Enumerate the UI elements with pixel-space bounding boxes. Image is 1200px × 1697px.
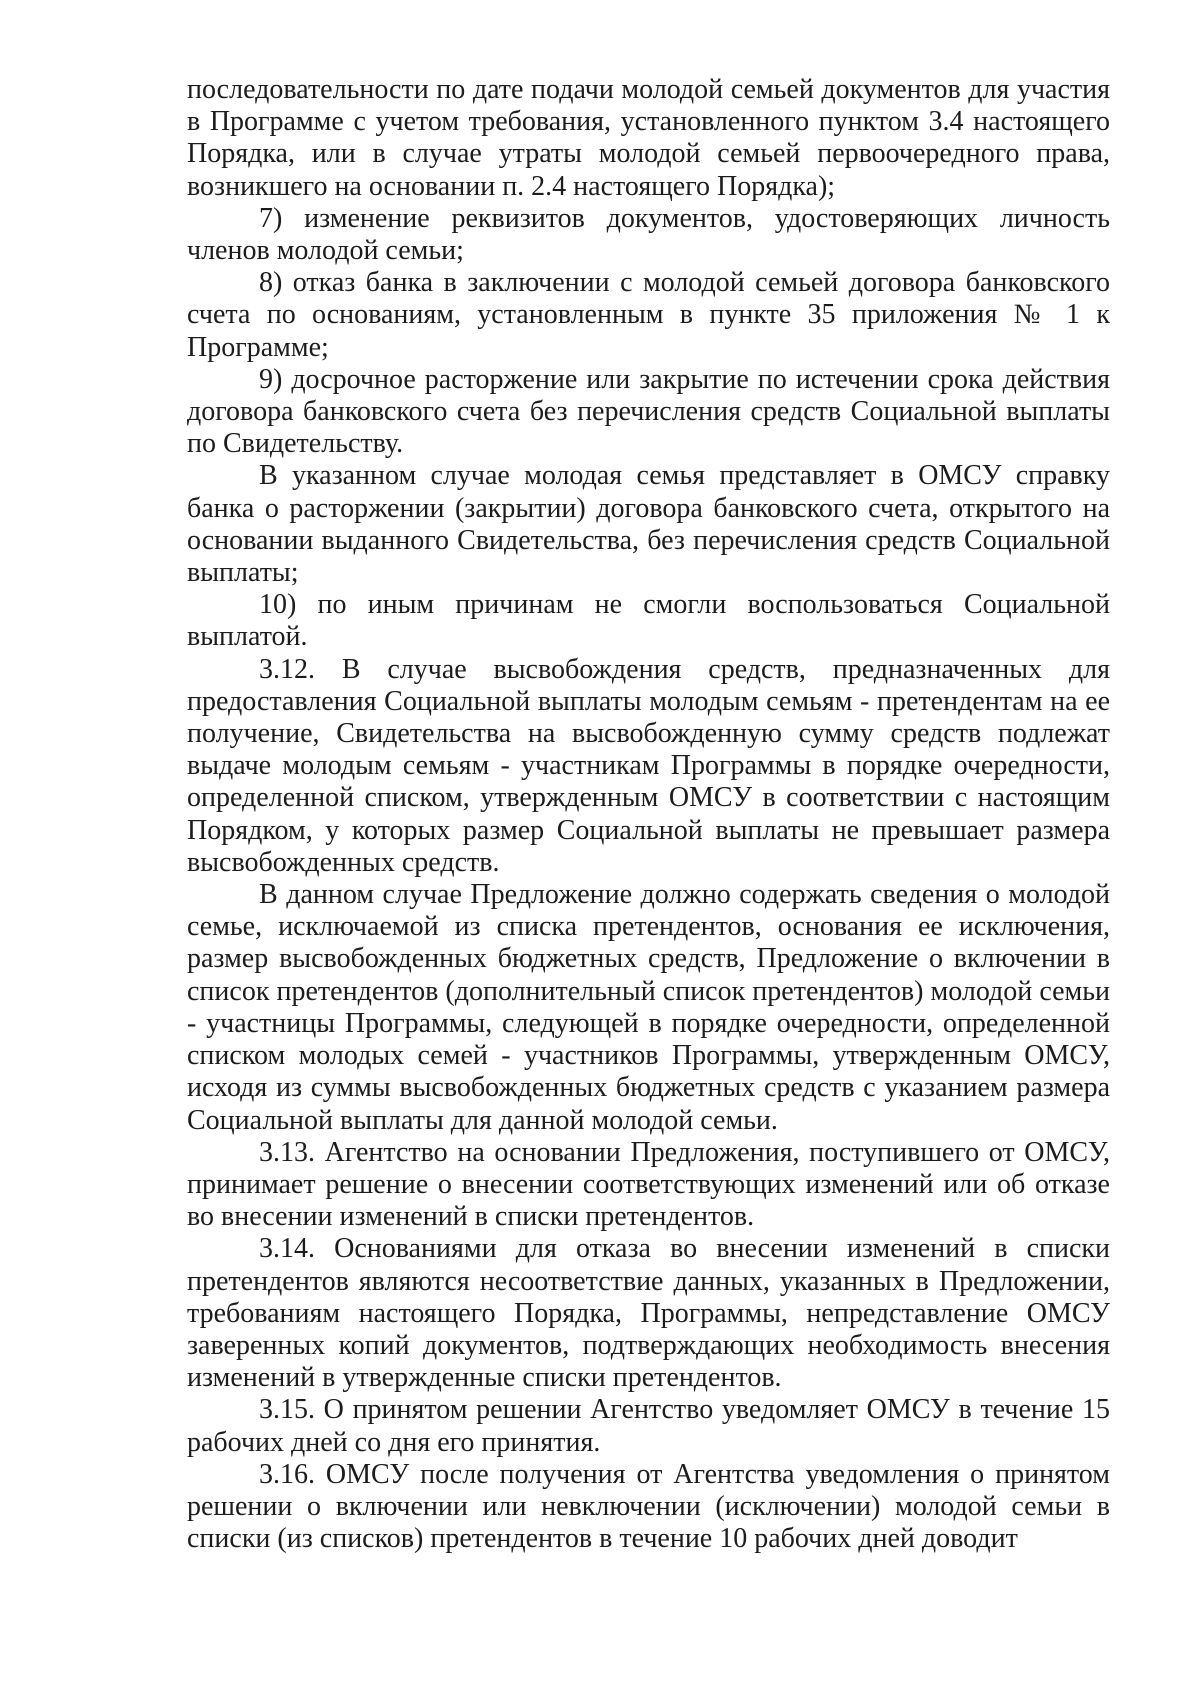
paragraph-note-bank-statement: В указанном случае молодая семья представляет в ОМСУ справку банка о расторжении (закрытии) договора банковского счета, открытого на основании выданного Свидетельства, без перечисления средств Социальной выплаты; bbox=[187, 460, 1110, 589]
paragraph-continuation: последовательности по дате подачи молодой семьей документов для участия в Программе с учетом требования, установленного пунктом 3.4 настоящего Порядка, или в случае утраты молодой семьей первоочередного права, возникшего на основании п. 2.4 настоящего Порядка); bbox=[187, 74, 1110, 202]
paragraph-3-14: 3.14. Основаниями для отказа во внесении изменений в списки претендентов являются несоответствие данных, указанных в Предложении, требованиям настоящего Порядка, Программы, непредставление ОМСУ заверенных копий документов, подтверждающих необходимость внесения изменений в утвержденные списки претендентов. bbox=[187, 1233, 1110, 1394]
document-body bbox=[187, 74, 1110, 1555]
paragraph-item-9: 9) досрочное расторжение или закрытие по истечении срока действия договора банковского счета без перечисления средств Социальной выплаты по Свидетельству. bbox=[187, 363, 1110, 460]
paragraph-3-12: 3.12. В случае высвобождения средств, предназначенных для предоставления Социальной выплаты молодым семьям - претендентам на ее получение, Свидетельства на высвобожденную сумму средств подлежат выдаче молодым семьям - участникам Программы в порядке очередности, определенной списком, утвержденным ОМСУ в соответствии с настоящим Порядком, у которых размер Социальной выплаты не превышает размера высвобожденных средств. bbox=[187, 653, 1110, 878]
paragraph-item-8: 8) отказ банка в заключении с молодой семьей договора банковского счета по основаниям, установленным в пункте 35 приложения № 1 к Программе; bbox=[187, 267, 1110, 363]
paragraph-item-7: 7) изменение реквизитов документов, удостоверяющих личность членов молодой семьи; bbox=[187, 202, 1110, 267]
paragraph-3-15: 3.15. О принятом решении Агентство уведомляет ОМСУ в течение 15 рабочих дней со дня его принятия. bbox=[187, 1394, 1110, 1458]
paragraph-proposal-content: В данном случае Предложение должно содержать сведения о молодой семье, исключаемой из списка претендентов, основания ее исключения, размер высвобожденных бюджетных средств, Предложение о включении в список претендентов (дополнительный список претендентов) молодой семьи - участницы Программы, следующей в порядке очередности, определенной списком молодых семей - участников Программы, утвержденным ОМСУ, исходя из суммы высвобожденных бюджетных средств с указанием размера Социальной выплаты для данной молодой семьи. bbox=[187, 879, 1110, 1136]
paragraph-3-13: 3.13. Агентство на основании Предложения, поступившего от ОМСУ, принимает решение о внесении соответствующих изменений или об отказе во внесении изменений в списки претендентов. bbox=[187, 1136, 1110, 1233]
paragraph-item-10: 10) по иным причинам не смогли воспользоваться Социальной выплатой. bbox=[187, 589, 1110, 653]
paragraph-3-16: 3.16. ОМСУ после получения от Агентства уведомления о принятом решении о включении или невключении (исключении) молодой семьи в списки (из списков) претендентов в течение 10 рабочих дней доводит bbox=[187, 1458, 1110, 1555]
